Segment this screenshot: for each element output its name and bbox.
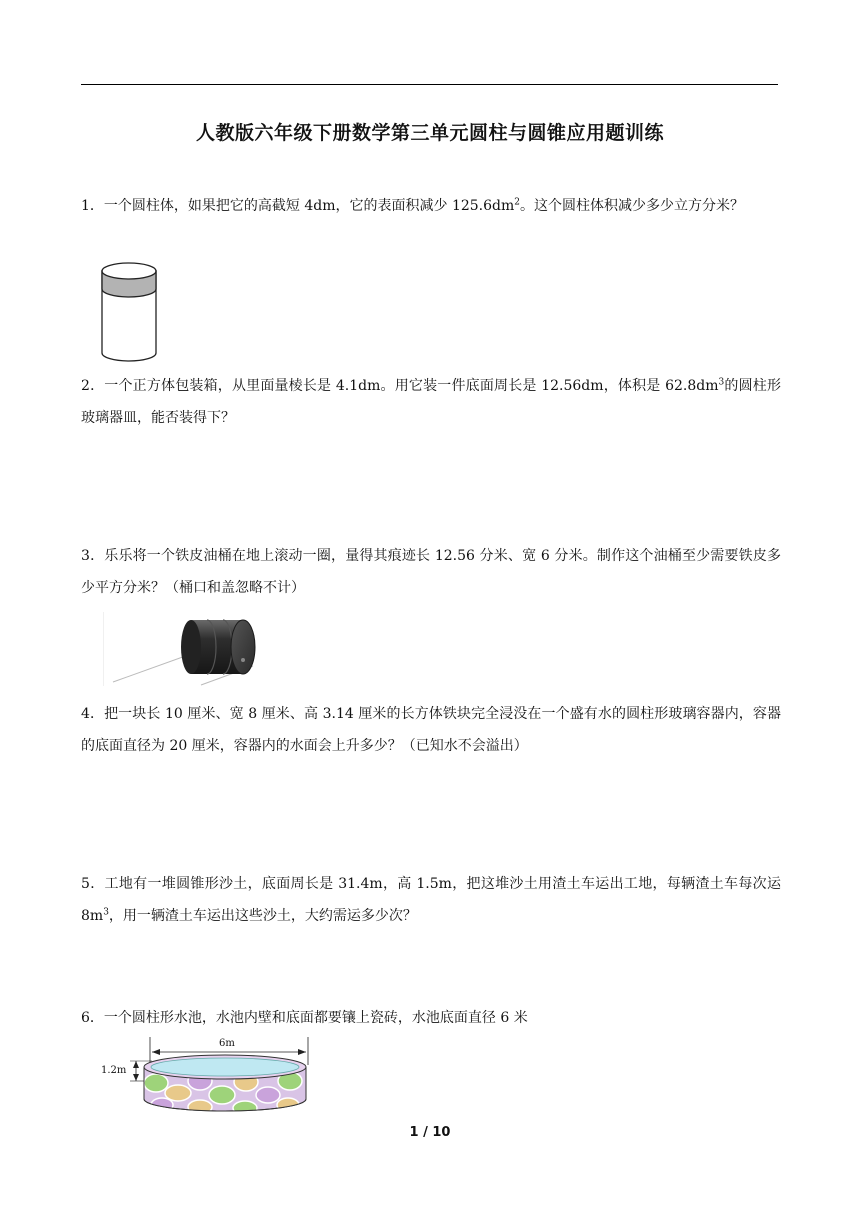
question-4 xyxy=(81,698,781,762)
question-5 xyxy=(81,868,781,932)
question-1 xyxy=(81,190,781,222)
page-title: 人教版六年级下册数学第三单元圆柱与圆锥应用题训练 xyxy=(195,122,664,144)
question-text: 一个圆柱形水池，水池内壁和底面都要镶上瓷砖，水池底面直径 6 米 xyxy=(103,1010,528,1026)
question-number: 2． xyxy=(81,378,105,394)
cylinder-figure xyxy=(100,259,158,363)
pool-height-label: 1.2m xyxy=(101,1065,127,1076)
superscript: 3 xyxy=(103,907,109,918)
question-number: 4． xyxy=(81,706,105,722)
question-text: 一个正方体包装箱，从里面量棱长是 4.1dm。用它装一件底面周长是 12.56dm，体积是 62.8dm xyxy=(104,378,719,394)
pool-width-label: 6m xyxy=(219,1038,235,1049)
question-text: 的圆柱形玻璃器皿，能否装得下？ xyxy=(81,378,781,426)
question-number: 6． xyxy=(81,1010,104,1026)
question-text: 一个圆柱体，如果把它的高截短 4dm，它的表面积减少 125.6dm xyxy=(103,198,515,214)
question-text: 乐乐将一个铁皮油桶在地上滚动一圈，量得其痕迹长 12.56 分米、宽 6 分米。制作这个油桶至少需要铁皮多少平方分米？（桶口和盖忽略不计） xyxy=(81,548,781,596)
question-number: 3． xyxy=(81,548,105,564)
question-6 xyxy=(81,1002,781,1034)
header-rule xyxy=(81,84,778,85)
superscript: 3 xyxy=(718,377,725,388)
question-text: 工地有一堆圆锥形沙土，底面周长是 31.4m，高 1.5m，把这堆沙土用渣土车运出工地，每辆渣土车每次运 8m xyxy=(81,876,781,924)
question-text: 把一块长 10 厘米、宽 8 厘米、高 3.14 厘米的长方体铁块完全浸没在一个盛有水的圆柱形玻璃容器内，容器的底面直径为 20 厘米，容器内的水面会上升多少？（已知水不会溢出） xyxy=(81,706,781,754)
question-number: 1． xyxy=(81,198,104,214)
question-number: 5． xyxy=(81,876,105,892)
question-3 xyxy=(81,540,781,604)
pool-drawing xyxy=(100,1035,320,1115)
question-text: ，用一辆渣土车运出这些沙土，大约需运多少次？ xyxy=(108,908,417,924)
question-2 xyxy=(81,370,781,434)
pool-figure xyxy=(100,1035,320,1115)
page-number: 1 / 10 xyxy=(409,1125,451,1140)
question-text: 。这个圆柱体积减少多少立方分米？ xyxy=(520,198,745,214)
oil-drum-figure xyxy=(103,610,273,688)
superscript: 2 xyxy=(514,197,521,208)
